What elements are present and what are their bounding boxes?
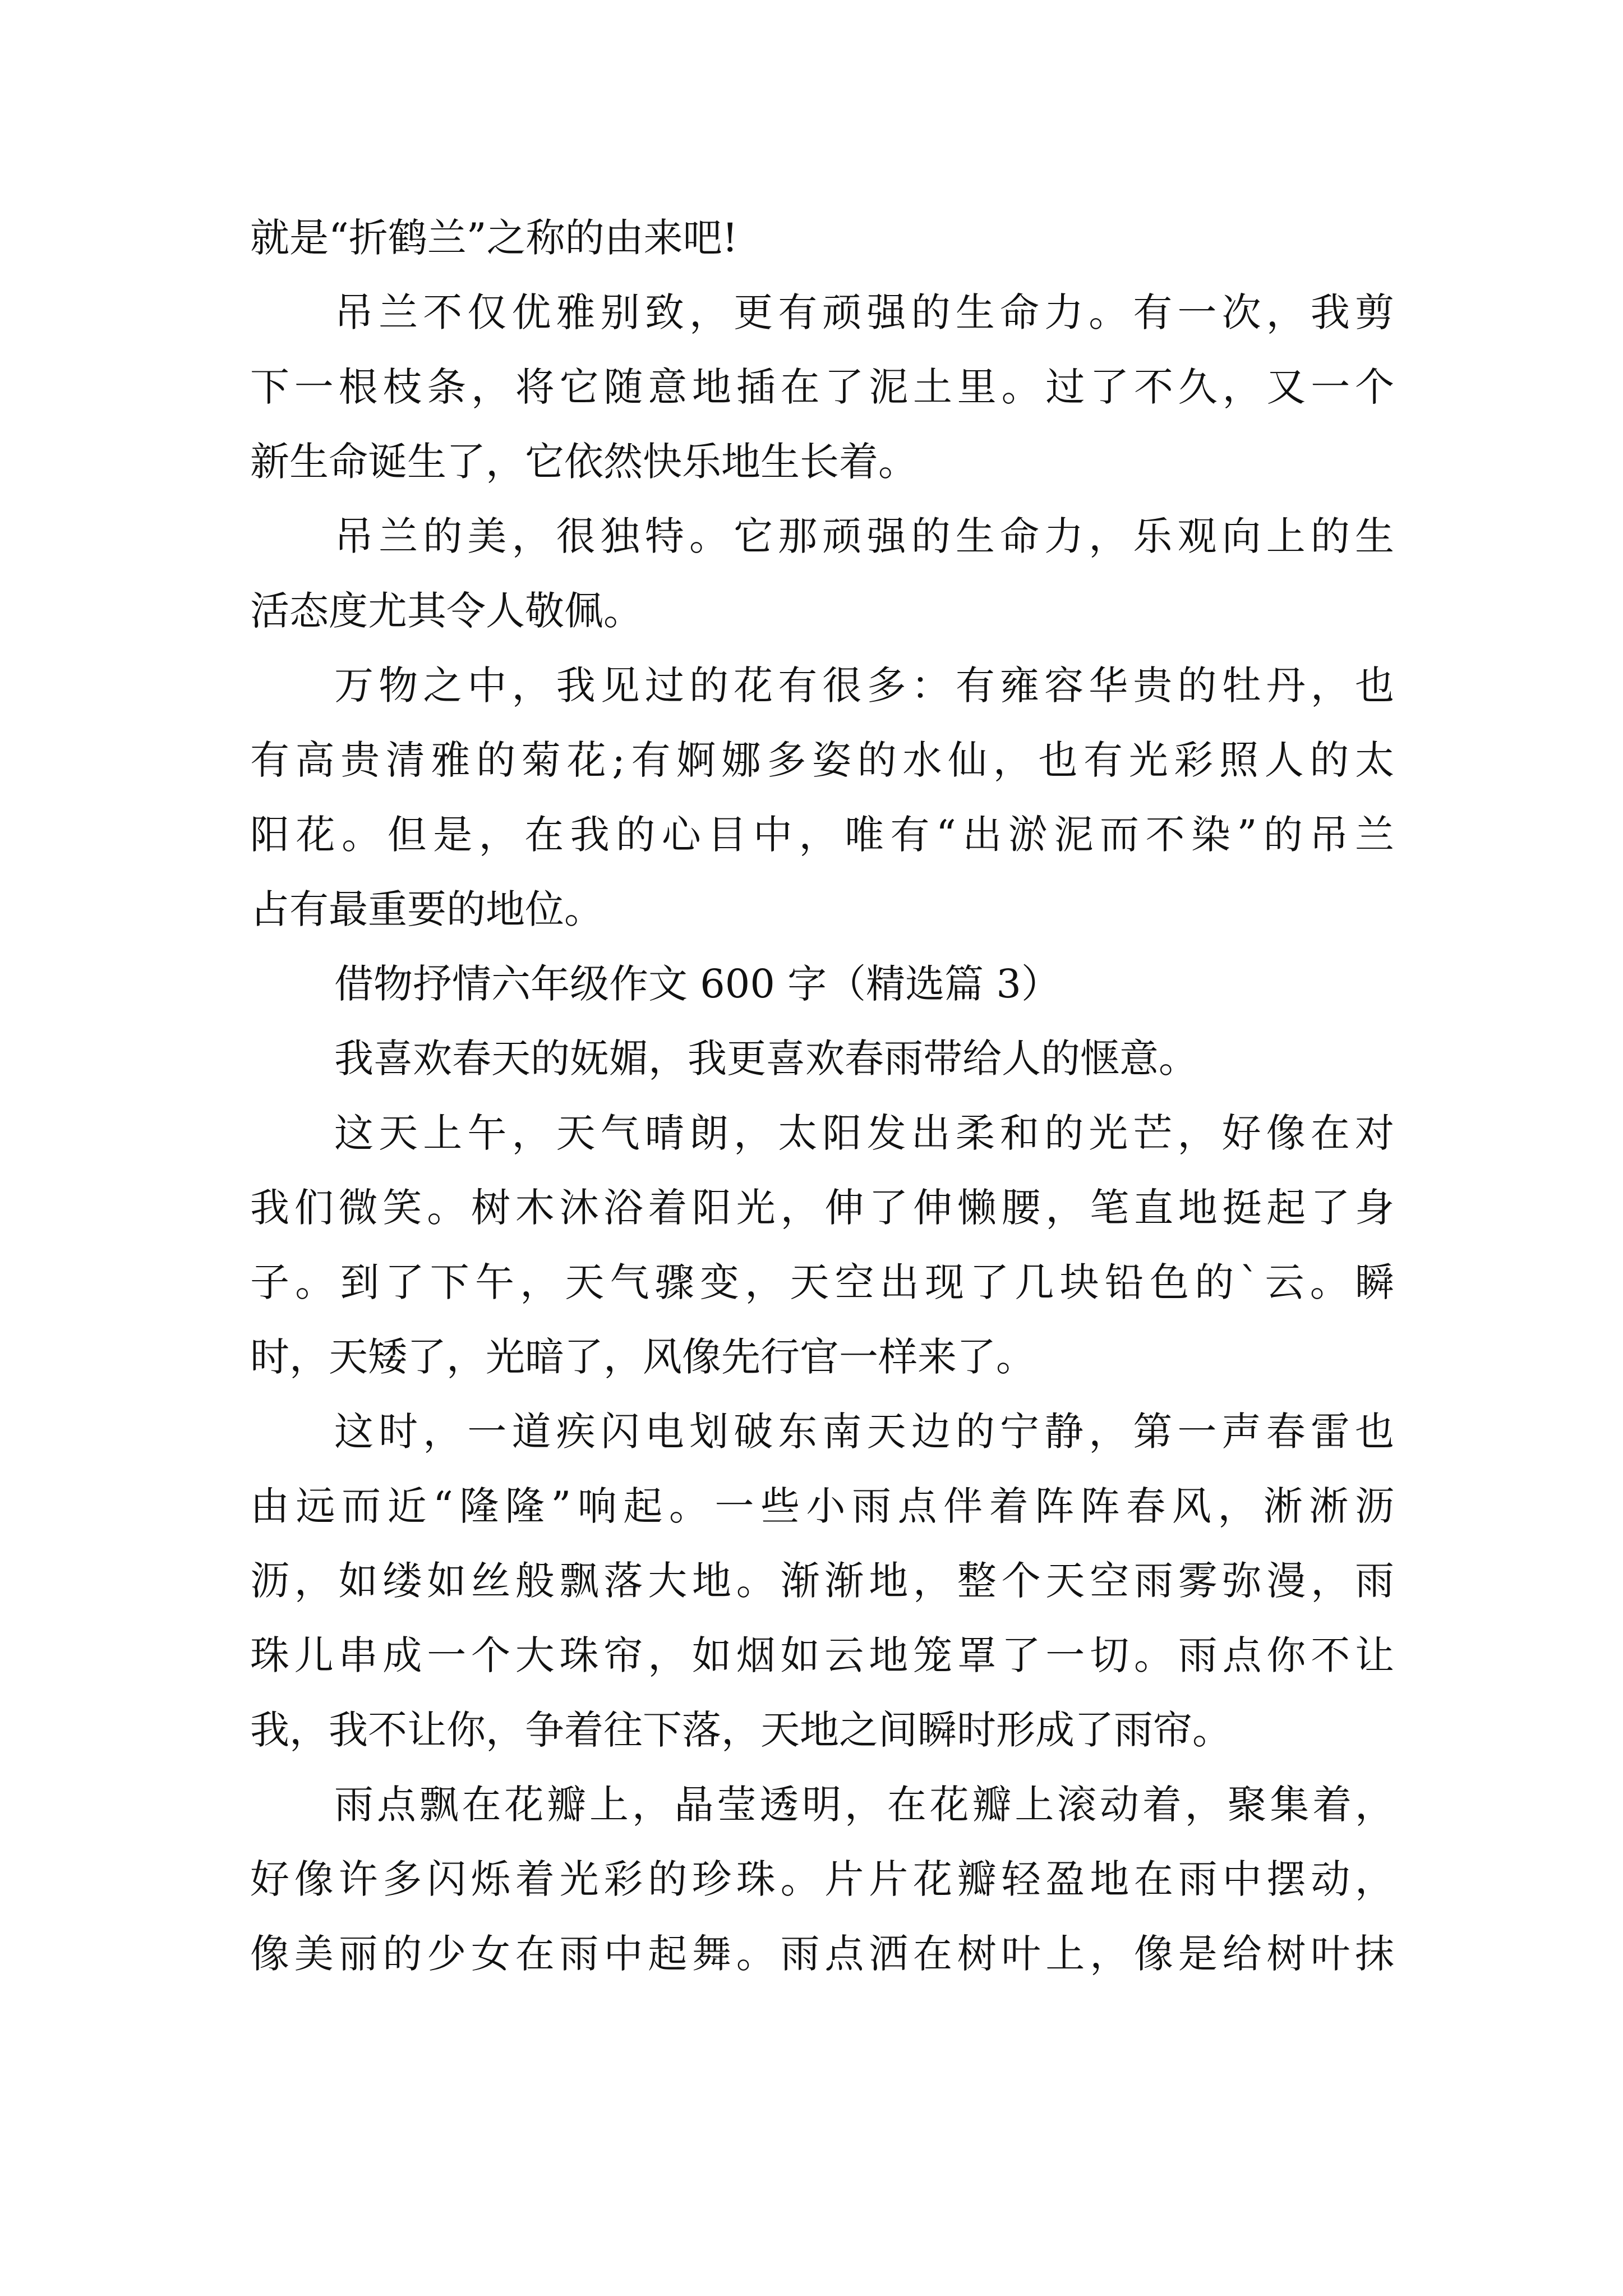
text-line: 吊兰不仅优雅别致，更有顽强的生命力。有一次，我剪: [334, 289, 1394, 335]
text-line: 像美丽的少女在雨中起舞。雨点洒在树叶上，像是给树叶抹: [250, 1931, 1394, 1977]
text-line: 就是“折鹤兰”之称的由来吧!: [250, 215, 738, 261]
text-line: 我们微笑。树木沐浴着阳光，伸了伸懒腰，笔直地挺起了身: [250, 1185, 1394, 1231]
text-line: 活态度尤其令人敬佩。: [250, 588, 643, 634]
text-line: 新生命诞生了，它依然快乐地生长着。: [250, 439, 917, 485]
text-line: 有高贵清雅的菊花;有婀娜多姿的水仙，也有光彩照人的太: [250, 737, 1394, 783]
text-line: 这天上午，天气晴朗，太阳发出柔和的光芒，好像在对: [334, 1110, 1394, 1156]
body-text: [250, 201, 1394, 1991]
text-line: 由远而近“隆隆”响起。一些小雨点伴着阵阵春风，淅淅沥: [250, 1483, 1394, 1529]
text-line: 吊兰的美，很独特。它那顽强的生命力，乐观向上的生: [334, 513, 1394, 559]
text-line: 我，我不让你，争着往下落，天地之间瞬时形成了雨帘。: [250, 1707, 1232, 1753]
text-line: 沥，如缕如丝般飘落大地。渐渐地，整个天空雨雾弥漫，雨: [250, 1558, 1394, 1604]
text-line: 这时，一道疾闪电划破东南天边的宁静，第一声春雷也: [334, 1409, 1394, 1455]
text-line: 子。到了下午，天气骤变，天空出现了几块铅色的`云。瞬: [250, 1259, 1394, 1305]
text-line: 下一根枝条，将它随意地插在了泥土里。过了不久，又一个: [250, 364, 1394, 410]
text-line: 阳花。但是，在我的心目中，唯有“出淤泥而不染”的吊兰: [250, 812, 1394, 858]
text-line: 时，天矮了，光暗了，风像先行官一样来了。: [250, 1334, 1035, 1380]
text-line: 我喜欢春天的妩媚，我更喜欢春雨带给人的惬意。: [334, 1036, 1198, 1082]
text-line: 占有最重要的地位。: [250, 886, 603, 932]
text-line: 好像许多闪烁着光彩的珍珠。片片花瓣轻盈地在雨中摆动，: [250, 1856, 1394, 1902]
text-line: 珠儿串成一个大珠帘，如烟如云地笼罩了一切。雨点你不让: [250, 1632, 1394, 1678]
section-heading: 借物抒情六年级作文 600 字（精选篇 3）: [334, 961, 1061, 1007]
text-line: 雨点飘在花瓣上，晶莹透明，在花瓣上滚动着，聚集着，: [334, 1782, 1394, 1828]
text-line: 万物之中，我见过的花有很多：有雍容华贵的牡丹，也: [334, 662, 1394, 708]
